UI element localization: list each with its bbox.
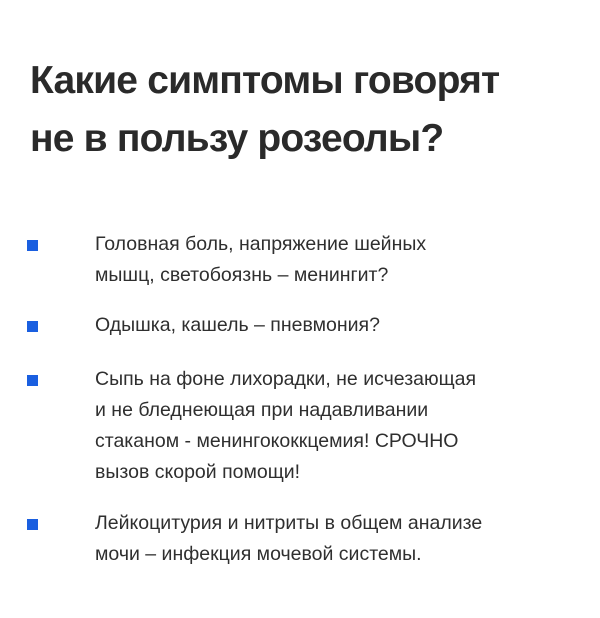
square-bullet-icon xyxy=(27,240,38,251)
list-item-text: Сыпь на фоне лихорадки, не исчезающая и не бледнеющая при надавливании стаканом - менингококкцемия! СРОЧНО вызов скорой помощи! xyxy=(95,368,477,483)
page-title: Какие симптомы говорят не в пользу розеолы? xyxy=(30,59,500,160)
list-item-text: Головная боль, напряжение шейных мышц, светобоязнь – менингит? xyxy=(95,233,427,286)
square-bullet-icon xyxy=(27,321,38,332)
list-item-text: Одышка, кашель – пневмония? xyxy=(95,314,380,336)
list-item-text: Лейкоцитурия и нитриты в общем анализе мочи – инфекция мочевой системы. xyxy=(95,512,483,565)
square-bullet-icon xyxy=(27,375,38,386)
square-bullet-icon xyxy=(27,519,38,530)
